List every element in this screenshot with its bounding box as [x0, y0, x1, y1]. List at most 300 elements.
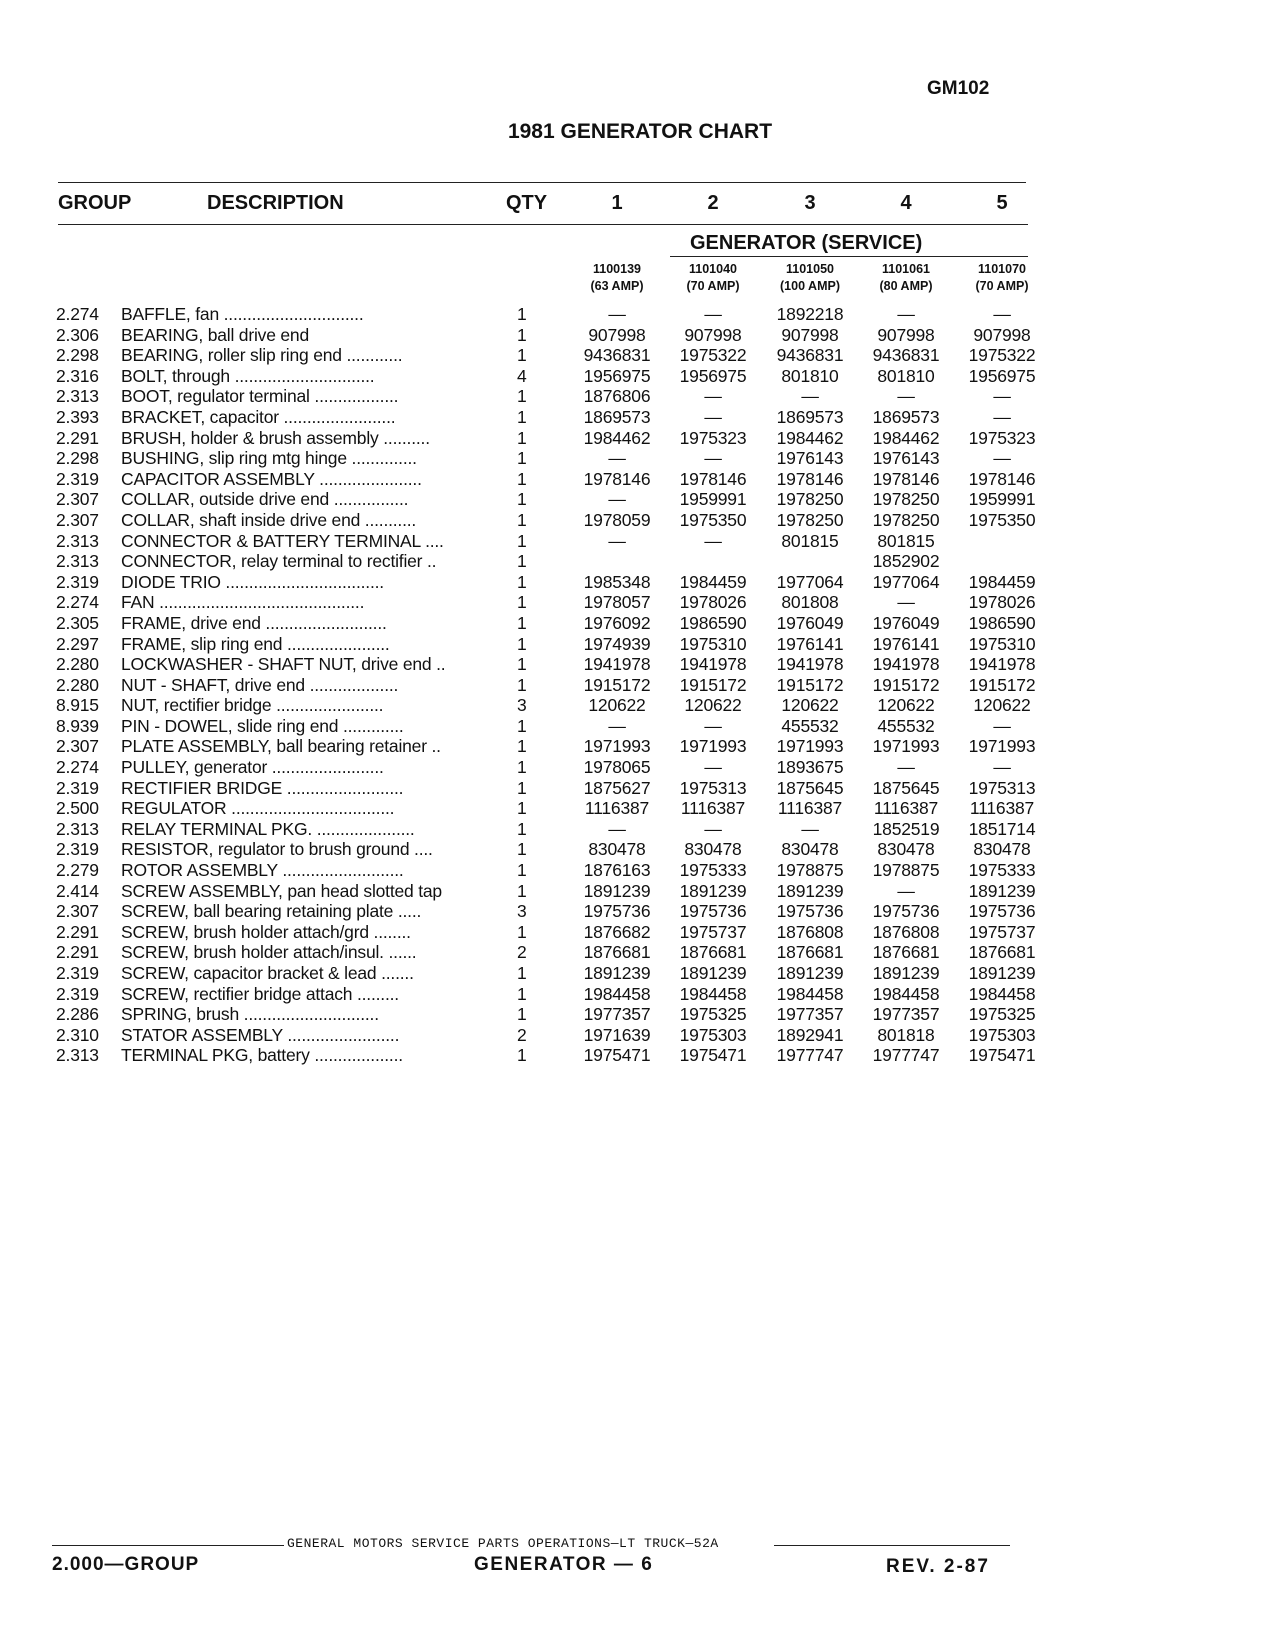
row-part-3: 1971993 — [776, 736, 844, 757]
table-row — [0, 407, 1280, 428]
row-group: 2.319 — [56, 777, 99, 798]
row-qty: 1 — [517, 963, 527, 983]
row-part-4: — — [897, 880, 915, 901]
row-part-5: 1975737 — [968, 921, 1036, 942]
row-part-1: 1876806 — [583, 386, 651, 407]
row-description: COLLAR, outside drive end ................ — [121, 489, 409, 510]
row-part-3: 1876808 — [776, 921, 844, 942]
row-qty: 1 — [517, 406, 527, 427]
row-part-5: 1975350 — [968, 509, 1036, 530]
row-description: COLLAR, shaft inside drive end ........... — [121, 509, 417, 530]
row-part-3: 1892941 — [776, 1024, 844, 1045]
row-part-5: 1876681 — [968, 942, 1036, 963]
row-part-5: — — [993, 386, 1011, 407]
parts-table — [0, 304, 1280, 1066]
row-part-1: 1891239 — [583, 963, 651, 983]
row-qty: 1 — [517, 345, 527, 366]
footer-group: 2.000—GROUP — [52, 1554, 200, 1575]
row-part-1: 1891239 — [583, 880, 651, 901]
row-qty: 1 — [517, 798, 527, 819]
header-col-5: 5 — [996, 192, 1008, 214]
section-title: GENERATOR (SERVICE) — [690, 232, 923, 254]
row-part-3: 1891239 — [776, 963, 844, 983]
row-part-1: 1985348 — [583, 571, 651, 592]
footer-publisher: GENERAL MOTORS SERVICE PARTS OPERATIONS—LT TRUCK—52A — [287, 1536, 719, 1551]
row-part-3: 1984458 — [776, 983, 844, 1004]
row-part-3: 830478 — [781, 839, 839, 860]
row-group: 2.313 — [56, 530, 99, 551]
row-qty: 1 — [517, 674, 527, 695]
row-description: SCREW, brush holder attach/grd ........ — [121, 921, 411, 942]
row-part-3: 1977357 — [776, 1004, 844, 1025]
row-group: 2.319 — [56, 571, 99, 592]
row-part-5: 907998 — [973, 324, 1031, 345]
table-row — [0, 531, 1280, 552]
row-part-4: 1971993 — [872, 736, 940, 757]
row-part-1: — — [608, 818, 626, 839]
row-part-1: — — [608, 530, 626, 551]
row-part-4: 830478 — [877, 839, 935, 860]
row-description: CONNECTOR, relay terminal to rectifier .. — [121, 551, 437, 572]
row-part-2: 1971993 — [679, 736, 747, 757]
table-row — [0, 757, 1280, 778]
row-part-3: 1976141 — [776, 633, 844, 654]
row-part-5: 1941978 — [968, 654, 1036, 675]
model-part: 1101061 — [882, 262, 930, 276]
row-part-2: 1975323 — [679, 427, 747, 448]
row-qty: 1 — [517, 1045, 527, 1066]
row-part-3: 9436831 — [776, 345, 844, 366]
row-group: 2.414 — [56, 880, 99, 901]
row-qty: 1 — [517, 530, 527, 551]
row-part-3: 801810 — [781, 365, 839, 386]
row-qty: 1 — [517, 571, 527, 592]
row-description: BEARING, roller slip ring end ............ — [121, 345, 403, 366]
model-5 — [952, 261, 1052, 295]
table-row — [0, 1004, 1280, 1025]
row-part-2: — — [704, 304, 722, 324]
table-row — [0, 572, 1280, 593]
document-code: GM102 — [927, 78, 990, 99]
row-part-4: 1852519 — [872, 818, 940, 839]
row-description: SCREW, capacitor bracket & lead ....... — [121, 963, 414, 983]
row-part-4: 1976143 — [872, 448, 940, 469]
model-2 — [663, 261, 763, 295]
footer-section: GENERATOR — 6 — [474, 1554, 654, 1575]
row-group: 2.500 — [56, 798, 99, 819]
row-part-4: 801810 — [877, 365, 935, 386]
row-description: SCREW, ball bearing retaining plate ..... — [121, 901, 422, 922]
row-part-4: — — [897, 386, 915, 407]
row-part-2: — — [704, 757, 722, 778]
row-part-1: 1978146 — [583, 468, 651, 489]
row-qty: 1 — [517, 757, 527, 778]
row-part-1: — — [608, 448, 626, 469]
table-row — [0, 366, 1280, 387]
row-part-1: 1956975 — [583, 365, 651, 386]
table-row — [0, 345, 1280, 366]
row-part-1: 1984458 — [583, 983, 651, 1004]
table-row — [0, 613, 1280, 634]
row-part-2: 1978026 — [679, 592, 747, 613]
row-qty: 1 — [517, 777, 527, 798]
row-part-1: 1978059 — [583, 509, 651, 530]
header-col-4: 4 — [900, 192, 912, 214]
table-row — [0, 325, 1280, 346]
row-group: 2.319 — [56, 468, 99, 489]
table-row — [0, 448, 1280, 469]
table-row — [0, 428, 1280, 449]
row-qty: 4 — [517, 365, 527, 386]
table-row — [0, 778, 1280, 799]
header-top-rule — [58, 182, 1026, 183]
row-part-5: 1986590 — [968, 612, 1036, 633]
row-description: TERMINAL PKG, battery ................... — [121, 1045, 403, 1066]
row-part-4: 1116387 — [873, 798, 939, 819]
row-part-2: 1986590 — [679, 612, 747, 633]
row-part-3: 1116387 — [777, 798, 843, 819]
row-part-1: 1915172 — [583, 674, 651, 695]
row-part-1: 1975736 — [583, 901, 651, 922]
row-part-1: 1984462 — [583, 427, 651, 448]
row-description: BOLT, through .............................. — [121, 365, 375, 386]
row-qty: 1 — [517, 551, 527, 572]
row-qty: 1 — [517, 736, 527, 757]
row-part-4: 1852902 — [872, 551, 940, 572]
table-row — [0, 716, 1280, 737]
model-part: 1101070 — [978, 262, 1026, 276]
row-group: 2.286 — [56, 1004, 99, 1025]
row-part-1: 907998 — [588, 324, 646, 345]
row-part-1: — — [608, 489, 626, 510]
row-qty: 1 — [517, 448, 527, 469]
row-description: BAFFLE, fan .............................. — [121, 304, 364, 324]
row-part-2: 120622 — [684, 695, 742, 716]
page-title: 1981 GENERATOR CHART — [507, 120, 773, 143]
row-part-3: 1869573 — [776, 406, 844, 427]
row-part-3: 1875645 — [776, 777, 844, 798]
row-qty: 1 — [517, 839, 527, 860]
row-part-3: 120622 — [781, 695, 839, 716]
row-qty: 1 — [517, 386, 527, 407]
row-part-5: 1978026 — [968, 592, 1036, 613]
table-row — [0, 675, 1280, 696]
row-part-4: 1978146 — [872, 468, 940, 489]
row-part-2: 1116387 — [680, 798, 746, 819]
table-row — [0, 984, 1280, 1005]
row-part-3: 1978146 — [776, 468, 844, 489]
row-part-3: 455532 — [781, 715, 839, 736]
row-qty: 1 — [517, 921, 527, 942]
row-qty: 1 — [517, 818, 527, 839]
row-part-3: 1975736 — [776, 901, 844, 922]
footer-revision: REV. 2-87 — [886, 1556, 990, 1577]
row-group: 2.313 — [56, 818, 99, 839]
row-description: FRAME, slip ring end ...................... — [121, 633, 390, 654]
row-part-5: 1975325 — [968, 1004, 1036, 1025]
header-col-3: 3 — [804, 192, 816, 214]
row-group: 2.319 — [56, 839, 99, 860]
row-group: 8.915 — [56, 695, 99, 716]
row-qty: 1 — [517, 489, 527, 510]
row-part-1: 1941978 — [583, 654, 651, 675]
table-row — [0, 304, 1280, 325]
row-part-4: 9436831 — [872, 345, 940, 366]
row-part-3: 1891239 — [776, 880, 844, 901]
row-part-5: — — [993, 304, 1011, 324]
row-part-5: 1984459 — [968, 571, 1036, 592]
row-part-1: 1971639 — [583, 1024, 651, 1045]
table-row — [0, 489, 1280, 510]
row-group: 2.274 — [56, 592, 99, 613]
row-part-5: 1891239 — [968, 963, 1036, 983]
row-part-2: 1984459 — [679, 571, 747, 592]
row-qty: 1 — [517, 1004, 527, 1025]
row-part-1: 1869573 — [583, 406, 651, 427]
row-group: 2.310 — [56, 1024, 99, 1045]
row-description: SPRING, brush ............................. — [121, 1004, 379, 1025]
row-part-3: 801808 — [781, 592, 839, 613]
row-part-5: — — [993, 406, 1011, 427]
table-row — [0, 695, 1280, 716]
table-row — [0, 510, 1280, 531]
row-description: BRACKET, capacitor ........................ — [121, 406, 396, 427]
model-part: 1101050 — [786, 262, 834, 276]
header-group: GROUP — [58, 192, 132, 214]
table-row — [0, 736, 1280, 757]
row-part-5: — — [993, 448, 1011, 469]
row-group: 8.939 — [56, 715, 99, 736]
row-part-2: 1915172 — [679, 674, 747, 695]
model-amp: (100 AMP) — [780, 279, 840, 293]
row-group: 2.274 — [56, 757, 99, 778]
row-description: SCREW ASSEMBLY, pan head slotted tap — [121, 880, 442, 901]
row-part-1: 1971993 — [583, 736, 651, 757]
row-qty: 1 — [517, 880, 527, 901]
row-qty: 1 — [517, 983, 527, 1004]
row-part-5: 1956975 — [968, 365, 1036, 386]
row-part-1: 1876682 — [583, 921, 651, 942]
row-description: PIN - DOWEL, slide ring end ............. — [121, 715, 404, 736]
row-part-5: 1971993 — [968, 736, 1036, 757]
row-part-2: 1975313 — [679, 777, 747, 798]
row-part-2: 1975471 — [679, 1045, 747, 1066]
table-row — [0, 469, 1280, 490]
table-row — [0, 963, 1280, 984]
row-part-5: 1915172 — [968, 674, 1036, 695]
row-qty: 1 — [517, 304, 527, 324]
row-qty: 1 — [517, 612, 527, 633]
row-part-4: — — [897, 592, 915, 613]
row-part-2: 907998 — [684, 324, 742, 345]
row-part-3: — — [801, 386, 819, 407]
table-row — [0, 839, 1280, 860]
row-part-5: 120622 — [973, 695, 1031, 716]
row-description: BEARING, ball drive end — [121, 324, 309, 345]
row-part-1: — — [608, 304, 626, 324]
row-part-3: 1941978 — [776, 654, 844, 675]
table-row — [0, 901, 1280, 922]
table-row — [0, 881, 1280, 902]
row-part-3: 1976143 — [776, 448, 844, 469]
row-part-4: 1977064 — [872, 571, 940, 592]
row-part-3: — — [801, 818, 819, 839]
row-part-4: 907998 — [877, 324, 935, 345]
row-qty: 3 — [517, 901, 527, 922]
row-part-1: 830478 — [588, 839, 646, 860]
row-part-1: 1876681 — [583, 942, 651, 963]
row-group: 2.319 — [56, 983, 99, 1004]
row-part-1: 1875627 — [583, 777, 651, 798]
row-description: DIODE TRIO .................................. — [121, 571, 384, 592]
row-part-3: 907998 — [781, 324, 839, 345]
row-part-4: 1869573 — [872, 406, 940, 427]
row-part-2: 830478 — [684, 839, 742, 860]
row-part-5: 1984458 — [968, 983, 1036, 1004]
row-part-2: 1975333 — [679, 860, 747, 881]
row-part-2: 1959991 — [679, 489, 747, 510]
table-row — [0, 942, 1280, 963]
row-part-3: 1892218 — [776, 304, 844, 324]
row-group: 2.307 — [56, 736, 99, 757]
table-row — [0, 592, 1280, 613]
row-part-3: 801815 — [781, 530, 839, 551]
row-group: 2.274 — [56, 304, 99, 324]
row-part-1: 1978057 — [583, 592, 651, 613]
row-part-5: 1975736 — [968, 901, 1036, 922]
row-part-4: 1976141 — [872, 633, 940, 654]
row-part-5: 1975323 — [968, 427, 1036, 448]
row-group: 2.280 — [56, 654, 99, 675]
table-row — [0, 798, 1280, 819]
row-group: 2.280 — [56, 674, 99, 695]
row-description: BUSHING, slip ring mtg hinge .............. — [121, 448, 417, 469]
row-part-4: 1984462 — [872, 427, 940, 448]
row-description: CONNECTOR & BATTERY TERMINAL .... — [121, 530, 444, 551]
row-part-5: 1978146 — [968, 468, 1036, 489]
row-description: RECTIFIER BRIDGE ......................... — [121, 777, 404, 798]
model-1 — [567, 261, 667, 295]
row-part-4: 1876808 — [872, 921, 940, 942]
row-part-1: 1978065 — [583, 757, 651, 778]
row-description: RESISTOR, regulator to brush ground .... — [121, 839, 433, 860]
row-group: 2.313 — [56, 1045, 99, 1066]
row-part-5: 1975313 — [968, 777, 1036, 798]
row-qty: 1 — [517, 324, 527, 345]
model-4 — [856, 261, 956, 295]
row-part-2: 1984458 — [679, 983, 747, 1004]
row-part-2: 1956975 — [679, 365, 747, 386]
row-part-4: 1891239 — [872, 963, 940, 983]
footer-rule-right — [774, 1545, 1010, 1546]
row-part-3: 1978875 — [776, 860, 844, 881]
row-qty: 2 — [517, 1024, 527, 1045]
row-group: 2.291 — [56, 427, 99, 448]
row-description: REGULATOR ................................... — [121, 798, 395, 819]
row-part-2: — — [704, 818, 722, 839]
row-part-4: 1976049 — [872, 612, 940, 633]
table-row — [0, 634, 1280, 655]
row-group: 2.298 — [56, 448, 99, 469]
section-rule — [670, 256, 1028, 257]
row-qty: 1 — [517, 633, 527, 654]
row-part-4: 1984458 — [872, 983, 940, 1004]
row-part-4: 1915172 — [872, 674, 940, 695]
row-part-5: 830478 — [973, 839, 1031, 860]
model-part: 1101040 — [689, 262, 737, 276]
row-description: RELAY TERMINAL PKG. ..................... — [121, 818, 415, 839]
row-part-3: 1876681 — [776, 942, 844, 963]
row-description: ROTOR ASSEMBLY .......................... — [121, 860, 404, 881]
row-part-1: 1876163 — [583, 860, 651, 881]
row-part-4: 120622 — [877, 695, 935, 716]
table-row — [0, 819, 1280, 840]
table-row — [0, 860, 1280, 881]
row-part-2: — — [704, 406, 722, 427]
model-part: 1100139 — [593, 262, 641, 276]
row-part-2: 1975303 — [679, 1024, 747, 1045]
row-part-4: 801815 — [877, 530, 935, 551]
header-description: DESCRIPTION — [207, 192, 344, 214]
row-qty: 2 — [517, 942, 527, 963]
row-part-2: 1975350 — [679, 509, 747, 530]
row-part-2: — — [704, 386, 722, 407]
row-part-1: 9436831 — [583, 345, 651, 366]
row-part-2: 1975322 — [679, 345, 747, 366]
row-part-3: 1977747 — [776, 1045, 844, 1066]
row-group: 2.313 — [56, 551, 99, 572]
row-part-4: 1975736 — [872, 901, 940, 922]
row-group: 2.307 — [56, 489, 99, 510]
row-group: 2.298 — [56, 345, 99, 366]
row-part-1: 1116387 — [584, 798, 650, 819]
row-qty: 1 — [517, 654, 527, 675]
row-part-1: — — [608, 715, 626, 736]
row-qty: 1 — [517, 509, 527, 530]
row-part-2: 1876681 — [679, 942, 747, 963]
row-part-2: 1975736 — [679, 901, 747, 922]
row-group: 2.291 — [56, 942, 99, 963]
row-group: 2.307 — [56, 509, 99, 530]
row-description: PULLEY, generator ........................ — [121, 757, 384, 778]
model-3 — [760, 261, 860, 295]
row-qty: 1 — [517, 715, 527, 736]
row-part-5: 1975322 — [968, 345, 1036, 366]
row-part-4: 1978250 — [872, 509, 940, 530]
model-amp: (63 AMP) — [590, 279, 644, 293]
row-part-2: — — [704, 530, 722, 551]
row-qty: 1 — [517, 468, 527, 489]
footer-rule-left — [52, 1545, 284, 1546]
header-col-2: 2 — [707, 192, 719, 214]
row-part-4: 1876681 — [872, 942, 940, 963]
row-group: 2.305 — [56, 612, 99, 633]
row-part-5: 1851714 — [968, 818, 1036, 839]
row-group: 2.307 — [56, 901, 99, 922]
row-group: 2.291 — [56, 921, 99, 942]
row-description: PLATE ASSEMBLY, ball bearing retainer .. — [121, 736, 441, 757]
row-part-2: 1891239 — [679, 880, 747, 901]
table-row — [0, 922, 1280, 943]
row-part-2: 1978146 — [679, 468, 747, 489]
row-description: FAN ............................................ — [121, 592, 365, 613]
row-part-2: — — [704, 448, 722, 469]
row-part-2: 1975737 — [679, 921, 747, 942]
row-description: BRUSH, holder & brush assembly .......... — [121, 427, 430, 448]
row-part-4: 455532 — [877, 715, 935, 736]
row-part-5: 1891239 — [968, 880, 1036, 901]
row-part-5: 1975310 — [968, 633, 1036, 654]
